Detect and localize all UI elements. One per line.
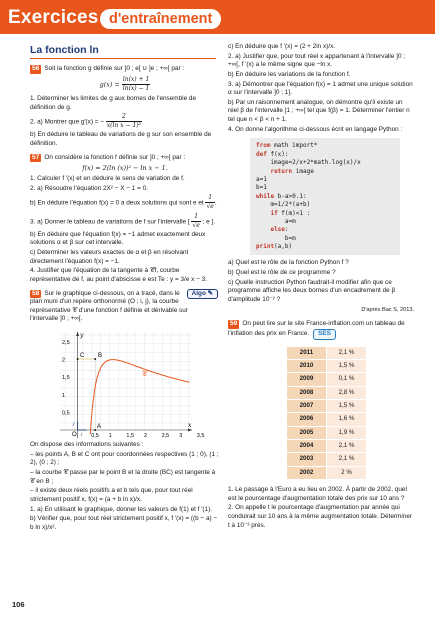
code-line: b=1 xyxy=(256,184,267,192)
exercise-number: 57 xyxy=(32,153,40,161)
year-cell: 2011 xyxy=(287,346,327,359)
question-4b: b) Quel est le rôle de ce programme ? xyxy=(228,269,336,277)
header-subtitle-pill: d'entraînement xyxy=(100,9,221,29)
table-row xyxy=(287,359,367,372)
question-3c: c) Déterminer les valeurs exactes de α et β en résolvant directement l'équation f(x) = −1. xyxy=(30,248,189,265)
label-vector-j: j xyxy=(73,421,75,428)
source-citation: D'après Bac S, 2013. xyxy=(361,306,414,313)
code-line: b=m xyxy=(256,234,296,242)
question-1: 1. Le passage à l'Euro a eu lieu en 2002. À partir de 2002, quel est le pourcentage d'augmentation totale des prix sur 10 ans ? xyxy=(228,486,407,502)
exercise-59 xyxy=(228,320,414,530)
inflation-cell: 2,1 % xyxy=(327,440,367,453)
section-title: La fonction ln xyxy=(30,43,216,59)
table-row xyxy=(287,453,367,466)
question-3a: 3. a) Démontrer que l'équation f(x) = 1 admet une unique solution α sur l'intervalle ]0 ; 1]. xyxy=(228,80,413,97)
code-line: a=m xyxy=(256,217,296,225)
table-row xyxy=(287,440,367,453)
question-4a: a) Quel est le rôle de la fonction Python f ? xyxy=(228,259,349,267)
inflation-cell: 1,6 % xyxy=(327,413,367,426)
year-cell: 2004 xyxy=(287,440,327,453)
question-3b: b) Par un raisonnement analogue, on démontre qu'il existe un réel β de l'intervalle ]1 ; +∞[ tel que f(β) = 1. Déterminer l'entier n tel que n < β < n + 1. xyxy=(228,98,410,124)
x-tick-label: 2 xyxy=(144,433,148,440)
formula-fraction xyxy=(122,76,151,93)
question-3a: 3. a) Donner le tableau de variations de f sur l'intervalle [ $\frac{1}{√e}$ ; e ]. xyxy=(30,212,216,229)
x-tick-labels xyxy=(91,433,204,439)
exercise-56 xyxy=(30,65,220,149)
inflation-cell: 1,5 % xyxy=(327,359,367,372)
table-row xyxy=(287,466,367,479)
x-tick-label: 0,5 xyxy=(91,433,99,440)
exercise-57 xyxy=(30,154,220,285)
question-2a: 2. a) Montrer que g′(x) = − $\frac{2}{\text{x(ln x − 1)²}}$ xyxy=(30,113,142,130)
label-curve: 𝒞 xyxy=(142,370,148,379)
table-row xyxy=(287,346,367,359)
exercise-intro: On peut lire sur le site France-inflation.com un tableau de l'inflation des prix en France. xyxy=(228,320,405,337)
question-2b: b) En déduire les variations de la fonction f. xyxy=(228,70,351,78)
formula-lhs: g(x) = xyxy=(99,80,120,89)
inflation-cell: 2,1 % xyxy=(327,346,367,359)
year-cell: 2008 xyxy=(287,386,327,399)
inflation-cell: 1,5 % xyxy=(327,399,367,412)
formula-g xyxy=(30,76,220,93)
year-cell: 2010 xyxy=(287,359,327,372)
formula-fraction: $\frac{1}{√e}$ xyxy=(206,194,214,211)
label-b: B xyxy=(98,353,103,360)
inflation-table xyxy=(286,346,367,481)
code-line: while b-a>0.1: xyxy=(256,192,307,200)
header-title: Exercices xyxy=(8,7,99,28)
code-line: a=1 xyxy=(256,175,267,183)
question-2: 2. On appelle t le pourcentage d'augmentation par année qui conduirait sur 10 ans à la même augmentation totale. Déterminer t à 10⁻³ près. xyxy=(228,504,413,529)
point-b xyxy=(94,358,96,360)
question-4: 4. Justifier que l'équation de la tangente à 𝒞f, courbe représentative de f, au point d'abscisse e est Te : y = 3/e x − 3. xyxy=(30,267,207,283)
exercise-58 xyxy=(30,290,220,533)
year-cell: 2005 xyxy=(287,426,327,439)
table-row xyxy=(287,399,367,412)
info-3: – il existe deux réels positifs a et b tels que, pour tout réel strictement positif x, f(x) = (a + b ln x)/x. xyxy=(30,487,193,503)
question-2b: b) En déduire le tableau de variations de g sur son ensemble de définition. xyxy=(30,131,212,148)
inflation-cell: 0,1 % xyxy=(327,373,367,386)
x-tick-label: 3,5 xyxy=(196,433,205,440)
page-number: 106 xyxy=(12,600,25,609)
inflation-cell: 2,1 % xyxy=(327,453,367,466)
year-cell: 2007 xyxy=(287,399,327,412)
fraction-denominator: ln(x) − 1 xyxy=(122,84,150,92)
label-y-axis: y xyxy=(80,332,84,340)
code-line: return image xyxy=(270,167,314,175)
formula-fraction: $\frac{1}{√e}$ xyxy=(192,212,200,229)
label-vector-i: i xyxy=(81,432,83,439)
code-line: from math import* xyxy=(256,142,318,150)
question-2a: 2. a) Justifier que, pour tout réel x appartenant à l'intervalle ]0 ; +∞[, f ′(x) a le même signe que −ln x. xyxy=(228,52,406,69)
python-code-block xyxy=(250,138,400,255)
question-1: 1. Calculer f ′(x) et en déduire le sens de variation de f. xyxy=(30,175,185,183)
x-tick-label: 2,5 xyxy=(161,433,170,440)
year-cell: 2006 xyxy=(287,413,327,426)
point-a xyxy=(94,429,96,431)
code-line: m=1/2*(a+b) xyxy=(256,201,311,209)
question-2a: 2. a) Résoudre l'équation 2X² − X − 1 = 0. xyxy=(30,184,148,192)
label-origin: O xyxy=(72,432,77,439)
formula-fraction: $\frac{2}{\text{x(ln x − 1)²}}$ xyxy=(106,113,142,130)
year-cell: 2003 xyxy=(287,453,327,466)
exercise-intro: Soit la fonction g définie sur ]0 ; e[ ∪ ]e ; +∞[ par : xyxy=(44,65,185,73)
info-1: – les points A, B et C ont pour coordonnées respectives (1 ; 0), (1 ; 2), (0 ; 2) ; xyxy=(30,450,219,467)
exercise-number: 56 xyxy=(32,65,40,73)
label-x-axis: x xyxy=(188,422,192,430)
info-title: On dispose des informations suivantes : xyxy=(30,441,144,449)
exercise-number: 58 xyxy=(32,289,40,297)
fraction-numerator: ln(x) + 1 xyxy=(122,76,151,85)
code-line: image=2/x+2*math.log(x)/x xyxy=(256,159,361,167)
page-header xyxy=(0,0,435,34)
table-row xyxy=(287,373,367,386)
code-line: if f(m)<1 : xyxy=(270,209,311,217)
exercise-58-continued xyxy=(228,43,414,314)
question-1: 1. Déterminer les limites de g aux bornes de l'ensemble de définition de g. xyxy=(30,95,197,111)
code-line: else: xyxy=(270,226,289,234)
exercise-number: 59 xyxy=(230,320,238,328)
code-line: print(a,b) xyxy=(256,243,293,251)
graph-svg xyxy=(30,326,205,440)
x-tick-label: 1,5 xyxy=(126,433,135,440)
y-tick-label: 1 xyxy=(62,392,66,399)
inflation-cell: 2,8 % xyxy=(327,386,367,399)
question-4: 4. On donne l'algorithme ci-dessous écrit en langage Python : xyxy=(228,125,403,133)
question-1a: 1. a) En utilisant le graphique, donner les valeurs de f(1) et f ′(1). xyxy=(30,505,213,513)
algo-badge: Algo ✎ xyxy=(187,289,218,300)
table-row xyxy=(287,426,367,439)
ses-badge: SES xyxy=(313,329,336,340)
y-tick-label: 2,5 xyxy=(62,340,70,347)
function-graph xyxy=(30,326,205,440)
left-column xyxy=(30,43,220,538)
year-cell: 2002 xyxy=(287,466,327,479)
info-2: – la courbe 𝒞 passe par le point B et la droite (BC) est tangente à 𝒞 en B ; xyxy=(30,469,216,485)
formula-f: f(x) = 2(ln (x))² − ln x − 1. xyxy=(82,164,168,173)
y-tick-label: 0,5 xyxy=(62,410,70,417)
x-tick-label: 3 xyxy=(179,433,183,440)
code-line: def f(x): xyxy=(256,150,289,158)
label-a: A xyxy=(97,424,102,431)
inflation-cell: 2 % xyxy=(327,466,367,479)
table-row xyxy=(287,413,367,426)
y-tick-label: 1,5 xyxy=(62,375,70,382)
right-column xyxy=(228,43,414,535)
year-cell: 2009 xyxy=(287,373,327,386)
exercise-intro: On considère la fonction f définie sur ]0 ; +∞[ par : xyxy=(44,153,186,161)
question-4c: c) Quelle instruction Python faudrait-il modifier afin que ce programme affiche les deux bornes d'un encadrement de β d'amplitude 10⁻² ? xyxy=(228,278,396,304)
y-tick-label: 2 xyxy=(62,357,66,364)
question-3b: b) En déduire que l'équation f(x) = −1 admet exactement deux solutions α et β sur cet intervalle. xyxy=(30,230,206,247)
exercise-intro: Sur le graphique ci-dessous, on a tracé, dans le plan muni d'un repère orthonormé (O ; i, j), la courbe représentative 𝒞 d'une fonction f définie et dérivable sur l'intervalle ]0 ; +∞[. xyxy=(30,289,188,323)
label-c: C xyxy=(80,353,85,360)
question-1b: b) Vérifier que, pour tout réel strictement positif x, f ′(x) = ((b − a) − b ln x)/x². xyxy=(30,515,218,531)
question-1c: c) En déduire que f ′(x) = (2 + 2ln x)/x. xyxy=(228,43,336,50)
graph-grid xyxy=(60,332,192,430)
question-2b: b) En déduire l'équation f(x) = 0 a deux solutions qui sont e et $\frac{1}{√e}$ . xyxy=(30,194,217,211)
point-c xyxy=(77,358,79,360)
table-row xyxy=(287,386,367,399)
x-tick-label: 1 xyxy=(108,433,112,440)
inflation-cell: 1,9 % xyxy=(327,426,367,439)
